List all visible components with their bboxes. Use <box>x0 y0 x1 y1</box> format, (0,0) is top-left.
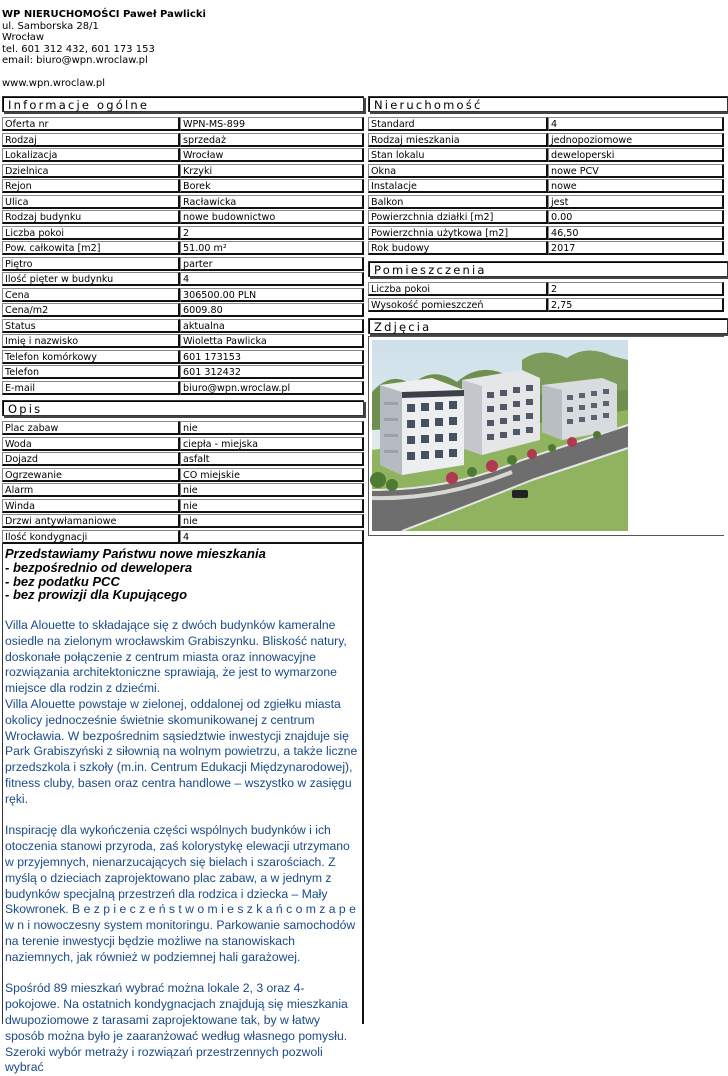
row-label: Winda <box>2 499 180 513</box>
company-name: WP NIERUCHOMOŚCI Paweł Pawlicki <box>2 9 206 20</box>
section-title-zdjecia: Zdjęcia <box>368 318 728 334</box>
row-label: Telefon komórkowy <box>2 350 180 364</box>
company-website: www.wpn.wroclaw.pl <box>2 77 105 89</box>
row-label: Oferta nr <box>2 117 180 131</box>
row-value: 2 <box>180 226 364 240</box>
row-value: nie <box>180 421 364 435</box>
row-label: Rodzaj <box>2 133 180 147</box>
row-value: biuro@wpn.wroclaw.pl <box>180 381 364 395</box>
row-value: WPN-MS-899 <box>180 117 364 131</box>
row-value: 4 <box>180 272 364 286</box>
row-value: Wioletta Pawlicka <box>180 334 364 348</box>
row-label: Pow. całkowita [m2] <box>2 241 180 255</box>
row-label: Rok budowy <box>368 241 548 255</box>
row-label: Telefon <box>2 365 180 379</box>
row-value: jednopoziomowe <box>548 133 724 147</box>
row-label: Rodzaj budynku <box>2 210 180 224</box>
section-title-pomieszczenia: Pomieszczenia <box>368 261 728 277</box>
row-label: Alarm <box>2 483 180 497</box>
headline-line: - bez prowizji dla Kupującego <box>5 587 188 603</box>
row-label: Dzielnica <box>2 164 180 178</box>
row-label: Cena/m2 <box>2 303 180 317</box>
row-value: 601 312432 <box>180 365 364 379</box>
row-label: Ogrzewanie <box>2 468 180 482</box>
description-paragraph: Villa Alouette to składające się z dwóch budynków kameralne osiedle na zielonym wrocławskim Grabiszynku. Bliskość natury, doskonałe połączenie z centrum miasta oraz innowacyjne rozwiązania architektoniczne sprawiają, że jest to wymarzone miejsce dla rodzin z dziećmi. <box>5 617 347 696</box>
row-value: nie <box>180 499 364 513</box>
row-label: E-mail <box>2 381 180 395</box>
row-value: 4 <box>548 117 724 131</box>
row-label: Powierzchnia użytkowa [m2] <box>368 226 548 240</box>
description-box <box>2 544 364 1075</box>
description-paragraph: Spośród 89 mieszkań wybrać można lokale 2, 3 oraz 4-pokojowe. Na ostatnich kondygnacjach znajdują się mieszkania dwupoziomowe z tarasami zaprojektowane tak, by w łatwy sposób można było je zaaranżować według własnego pomysłu. Szeroki wybór metraży i rozwiązań przestrzennych pozwoli wybrać <box>5 981 348 1075</box>
row-label: Cena <box>2 288 180 302</box>
headline-line: - bez podatku PCC <box>5 573 120 589</box>
agency-header <box>2 9 206 90</box>
row-label: Stan lokalu <box>368 148 548 162</box>
row-value: jest <box>548 195 724 209</box>
row-value: nowe budownictwo <box>180 210 364 224</box>
row-label: Lokalizacja <box>2 148 180 162</box>
row-value: aktualna <box>180 319 364 333</box>
row-label: Dojazd <box>2 452 180 466</box>
row-value: nowe <box>548 179 724 193</box>
row-label: Ulica <box>2 195 180 209</box>
row-value: 2 <box>548 282 724 296</box>
row-value: 306500.00 PLN <box>180 288 364 302</box>
row-value: 601 173153 <box>180 350 364 364</box>
row-label: Standard <box>368 117 548 131</box>
company-city: Wrocław <box>2 32 45 44</box>
row-value: Borek <box>180 179 364 193</box>
row-value: 4 <box>180 530 364 544</box>
section-title-nieruchomosc: Nieruchomość <box>368 96 728 112</box>
building-photo[interactable] <box>372 340 628 531</box>
row-value: deweloperski <box>548 148 724 162</box>
row-label: Okna <box>368 164 548 178</box>
row-label: Status <box>2 319 180 333</box>
row-value: 46,50 <box>548 226 724 240</box>
row-label: Drzwi antywłamaniowe <box>2 514 180 528</box>
row-value: Wrocław <box>180 148 364 162</box>
row-label: Balkon <box>368 195 548 209</box>
row-value: ciepła - miejska <box>180 437 364 451</box>
row-label: Liczba pokoi <box>2 226 180 240</box>
row-label: Instalacje <box>368 179 548 193</box>
row-label: Woda <box>2 437 180 451</box>
row-value: 51.00 m² <box>180 241 364 255</box>
row-label: Ilość pięter w budynku <box>2 272 180 286</box>
row-value: 6009.80 <box>180 303 364 317</box>
row-value: Racławicka <box>180 195 364 209</box>
row-value: sprzedaż <box>180 133 364 147</box>
company-email: email: biuro@wpn.wroclaw.pl <box>2 55 148 67</box>
row-value: nie <box>180 483 364 497</box>
row-label: Imię i nazwisko <box>2 334 180 348</box>
row-label: Rodzaj mieszkania <box>368 133 548 147</box>
row-value: CO miejskie <box>180 468 364 482</box>
row-label: Liczba pokoi <box>368 282 548 296</box>
row-label: Rejon <box>2 179 180 193</box>
description-headline <box>5 547 362 602</box>
row-value: 2,75 <box>548 298 724 312</box>
headline-line: - bezpośrednio od dewelopera <box>5 559 193 575</box>
row-label: Powierzchnia działki [m2] <box>368 210 548 224</box>
headline-line: Przedstawiamy Państwu nowe mieszkania <box>5 546 266 561</box>
row-value: 2017 <box>548 241 724 255</box>
description-text <box>5 602 358 1076</box>
section-title-info: Informacje ogólne <box>2 96 364 112</box>
company-phone: tel. 601 312 432, 601 173 153 <box>2 43 155 55</box>
description-paragraph: Villa Alouette powstaje w zielonej, oddalonej od zgiełku miasta okolicy jednocześnie świetnie skomunikowanej z centrum Wrocławia. W bezpośrednim sąsiedztwie inwestycji znajduje się Park Grabiszyński z siłownią na wolnym powietrzu, a także liczne przedszkola i szkoły (m.in. Centrum Edukacji Międzynarodowej), fitness cluby, basen oraz centra handlowe – wszystko w zasięgu ręki. <box>5 696 358 806</box>
row-label: Wysokość pomieszczeń <box>368 298 548 312</box>
description-paragraph: Inspirację dla wykończenia części wspólnych budynków i ich otoczenia stanowi przyroda, zaś kolorystykę elewacji utrzymano w przyjemnych, nienarzucających się bielach i szarościach. Z myślą o dzieciach zaprojektowano plac zabaw, a w jednym z budynków specjalną przestrzeń dla rodzica i dziecka – Mały Skowronek. B e z p i e c z e ń s t w o m i e s z k a ń c o m z a p e w n i nowoczesny system monitoringu. Parkowanie samochodów na terenie inwestycji będzie możliwe na stanowiskach naziemnych, jak również w podziemnej hali garażowej. <box>5 823 356 964</box>
row-value: nie <box>180 514 364 528</box>
row-value: asfalt <box>180 452 364 466</box>
row-value: 0.00 <box>548 210 724 224</box>
company-street: ul. Samborska 28/1 <box>2 20 99 32</box>
row-value: Krzyki <box>180 164 364 178</box>
row-label: Ilość kondygnacji <box>2 530 180 544</box>
row-label: Plac zabaw <box>2 421 180 435</box>
row-value: nowe PCV <box>548 164 724 178</box>
row-value: parter <box>180 257 364 271</box>
row-label: Piętro <box>2 257 180 271</box>
section-title-opis: Opis <box>2 400 364 416</box>
